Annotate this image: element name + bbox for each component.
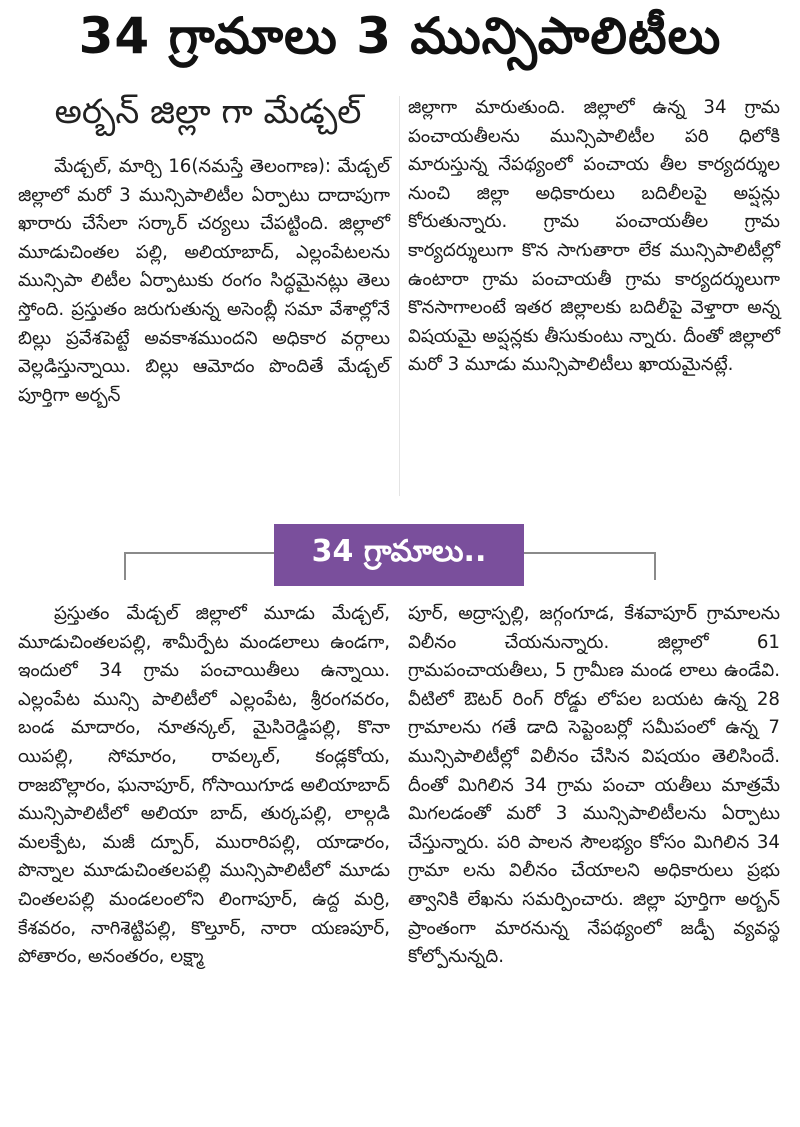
- subheadline: అర్బన్ జిల్లా గా మేడ్చల్: [54, 92, 362, 132]
- article-bottom-col2-text: పూర్, అద్రాస్పల్లి, జగ్గంగూడ, కేశవాపూర్ గ్రామాలను విలీనం చేయనున్నారు. జిల్లాలో 61 గ్రామపంచాయతీలు, 5 గ్రామీణ మండ లాలు ఉండేవి. వీటిలో ఔటర్ రింగ్ రోడ్డు లోపల బయట ఉన్న 28 గ్రామాలను గతే డాది సెప్టెంబర్లో సమీపంలో ఉన్న 7 మున్సిపాలిటీల్లో విలీనం చేసిన విషయం తెలిసిందే. దీంతో మిగిలిన 34 గ్రామ పంచా యతీలు మాత్రమే మిగలడంతో మరో 3 మున్సిపాలిటీలను ఏర్పాటు చేస్తున్నారు. పరి పాలన సౌలభ్యం కోసం మిగిలిన 34 గ్రామా లను విలీనం చేయాలని అధికారులు ప్రభు త్వానికి లేఖను సమర్పించారు. జిల్లా పూర్తిగా అర్బన్ ప్రాంతంగా మారనున్న నేపథ్యంలో జడ్పీ వ్యవస్థ కోల్పోనున్నది.: [408, 603, 780, 968]
- section-label-box: [274, 524, 524, 586]
- headline: 34 గ్రామాలు 3 మున్సిపాలిటీలు: [78, 6, 722, 65]
- article-bottom-column-2: [408, 600, 780, 972]
- article-bottom-col1-text: ప్రస్తుతం మేడ్చల్ జిల్లాలో మూడు మేడ్చల్, మూడుచింతలపల్లి, శామీర్పేట మండలాలు ఉండగా, ఇందులో 34 గ్రామ పంచాయితీలు ఉన్నాయి. ఎల్లంపేట మున్సి పాలిటీలో ఎల్లంపేట, శ్రీరంగవరం, బండ మాదారం, నూతన్కల్, మైసిరెడ్డిపల్లి, కొనా యిపల్లి, సోమారం, రావల్కల్, కండ్లకోయ, రాజబొల్లారం, ఘనాపూర్, గోసాయిగూడ అలియాబాద్ మున్సిపాలిటీలో అలియా బాద్, తుర్కపల్లి, లాల్గడి మలక్పేట, మజీ ద్పూర్, మురారిపల్లి, యాడారం, పొన్నాల మూడుచింతలపల్లి మున్సిపాలిటీలో మూడు చింతలపల్లి మండలంలోని లింగాపూర్, ఉద్ద మర్రి, కేశవరం, నాగిశెట్టిపల్లి, కొల్తూర్, నారా యణపూర్, పోతారం, అనంతరం, లక్ష్మా: [18, 603, 390, 968]
- section-label: 34 గ్రామాలు..: [311, 534, 487, 569]
- article-bottom-column-1: [18, 600, 390, 972]
- column-divider: [399, 96, 400, 496]
- article-top-col1-text: మేడ్చల్, మార్చి 16(నమస్తే తెలంగాణ): మేడ్చల్ జిల్లాలో మరో 3 మున్సిపాలిటీల ఏర్పాటు దాదాపుగా ఖారారు చేసేలా సర్కార్ చర్యలు చేపట్టింది. జిల్లాలో మూడుచింతల పల్లి, అలియాబాద్, ఎల్లంపేటలను మున్సిపా లిటీల ఏర్పాటుకు రంగం సిద్ధమైనట్లు తెలు స్తోంది. ప్రస్తుతం జరుగుతున్న అసెంబ్లీ సమా వేశాల్లోనే బిల్లు ప్రవేశపెట్టే అవకాశముందని అధికార వర్గాలు వెల్లడిస్తున్నాయి. బిల్లు ఆమోదం పొందితే మేడ్చల్ పూర్తిగా అర్బన్: [18, 156, 390, 406]
- article-top-column-1: [18, 153, 390, 410]
- article-top-col2-text: జిల్లాగా మారుతుంది. జిల్లాలో ఉన్న 34 గ్రామ పంచాయతీలను మున్సిపాలిటీల పరి ధిలోకి మారుస్తున్న నేపథ్యంలో పంచాయ తీల కార్యదర్శుల నుంచి జిల్లా అధికారులు బదిలీలపై అప్షన్లు కోరుతున్నారు. గ్రామ పంచాయతీల గ్రామ కార్యదర్శులుగా కొన సాగుతారా లేక మున్సిపాలిటీల్లో ఉంటారా గ్రామ పంచాయతీ గ్రామ కార్యదర్శులుగా కొనసాగాలంటే ఇతర జిల్లాలకు బదిలీపై వెళ్తారా అన్న విషయమై అప్షన్లకు తీసుకుంటు న్నారు. దీంతో జిల్లాలో మరో 3 మూడు మున్సిపాలిటీలు ఖాయమైనట్లే.: [408, 97, 780, 376]
- article-top-column-2: [408, 94, 780, 380]
